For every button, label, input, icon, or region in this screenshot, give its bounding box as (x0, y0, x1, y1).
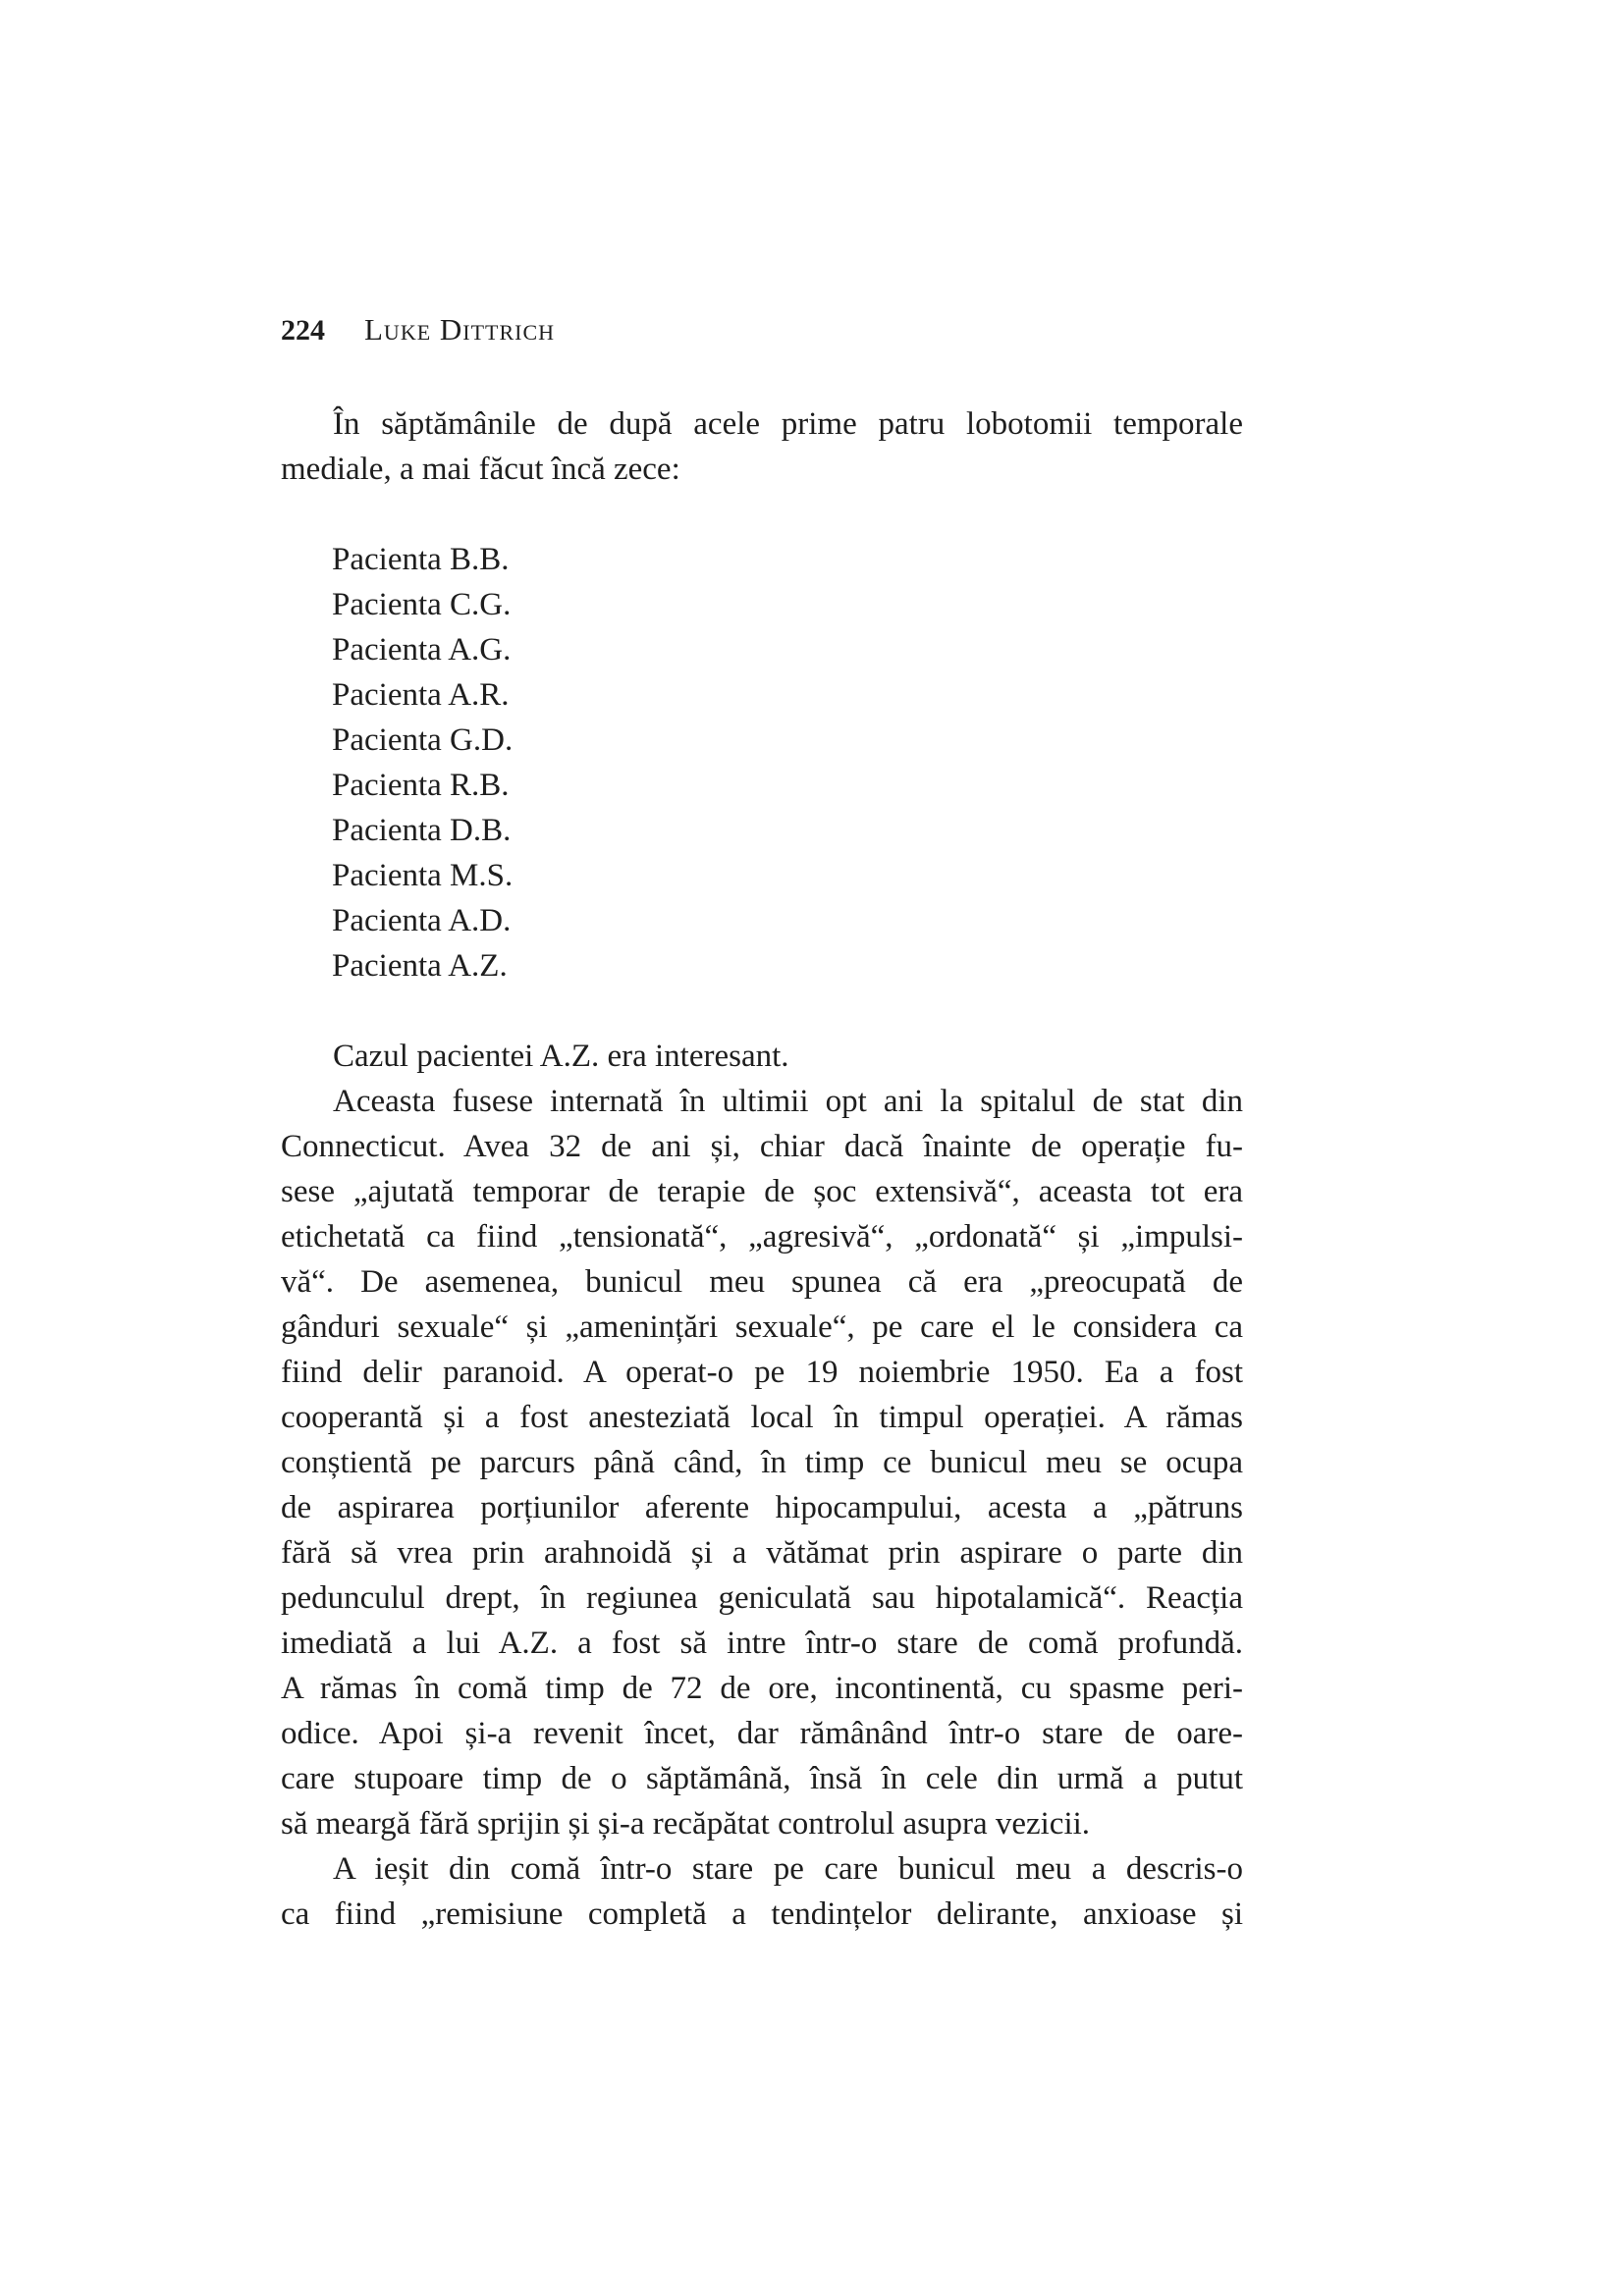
text-line: cooperantă și a fost anesteziată local în timpul operației. A rămas (281, 1400, 1243, 1435)
text-line: vă“. De asemenea, bunicul meu spunea că era „preocupată de (281, 1264, 1243, 1300)
text-line: În săptămânile de după acele prime patru lobotomii temporale (333, 406, 1243, 442)
text-line: Pacienta A.Z. (332, 948, 508, 984)
running-author: Luke Dittrich (364, 312, 556, 347)
text-line: Cazul pacientei A.Z. era interesant. (333, 1039, 789, 1074)
text-line: Pacienta A.D. (332, 903, 512, 938)
text-line: Pacienta G.D. (332, 722, 514, 758)
text-line: gânduri sexuale“ și „amenințări sexuale“, pe care el le considera ca (281, 1309, 1243, 1345)
text-line: Pacienta A.G. (332, 632, 512, 667)
text-line: ca fiind „remisiune completă a tendințelor delirante, anxioase și (281, 1896, 1243, 1932)
text-line: care stupoare timp de o săptămână, însă în cele din urmă a putut (281, 1761, 1243, 1796)
text-line: să meargă fără sprijin și și-a recăpătat controlul asupra vezicii. (281, 1806, 1091, 1842)
text-line: sese „ajutată temporar de terapie de șoc extensivă“, aceasta tot era (281, 1174, 1243, 1209)
text-line: Pacienta M.S. (332, 858, 514, 893)
running-header (281, 312, 555, 347)
page-number: 224 (281, 314, 325, 347)
text-line: fiind delir paranoid. A operat-o pe 19 noiembrie 1950. Ea a fost (281, 1355, 1243, 1390)
text-line: Connecticut. Avea 32 de ani și, chiar dacă înainte de operație fu- (281, 1129, 1243, 1164)
text-line: Aceasta fusese internată în ultimii opt ani la spitalul de stat din (333, 1084, 1243, 1119)
text-line: A ieșit din comă într-o stare pe care bunicul meu a descris-o (333, 1851, 1243, 1887)
text-line: fără să vrea prin arahnoidă și a vătămat prin aspirare o parte din (281, 1535, 1243, 1571)
text-line: A rămas în comă timp de 72 de ore, incontinentă, cu spasme peri- (281, 1671, 1243, 1706)
text-line: pedunculul drept, în regiunea geniculată sau hipotalamică“. Reacția (281, 1580, 1243, 1616)
text-line: de aspirarea porțiunilor aferente hipocampului, acesta a „pătruns (281, 1490, 1243, 1525)
text-line: Pacienta C.G. (332, 587, 512, 622)
text-line: Pacienta R.B. (332, 768, 510, 803)
text-line: conștientă pe parcurs până când, în timp ce bunicul meu se ocupa (281, 1445, 1243, 1480)
text-line: Pacienta A.R. (332, 677, 510, 713)
text-line: Pacienta D.B. (332, 813, 512, 848)
text-line: imediată a lui A.Z. a fost să intre într-o stare de comă profundă. (281, 1626, 1243, 1661)
text-line: mediale, a mai făcut încă zece: (281, 452, 680, 487)
text-line: etichetată ca fiind „tensionată“, „agresivă“, „ordonată“ și „impulsi- (281, 1219, 1243, 1255)
text-line: odice. Apoi și-a revenit încet, dar rămânând într-o stare de oare- (281, 1716, 1243, 1751)
text-line: Pacienta B.B. (332, 542, 510, 577)
